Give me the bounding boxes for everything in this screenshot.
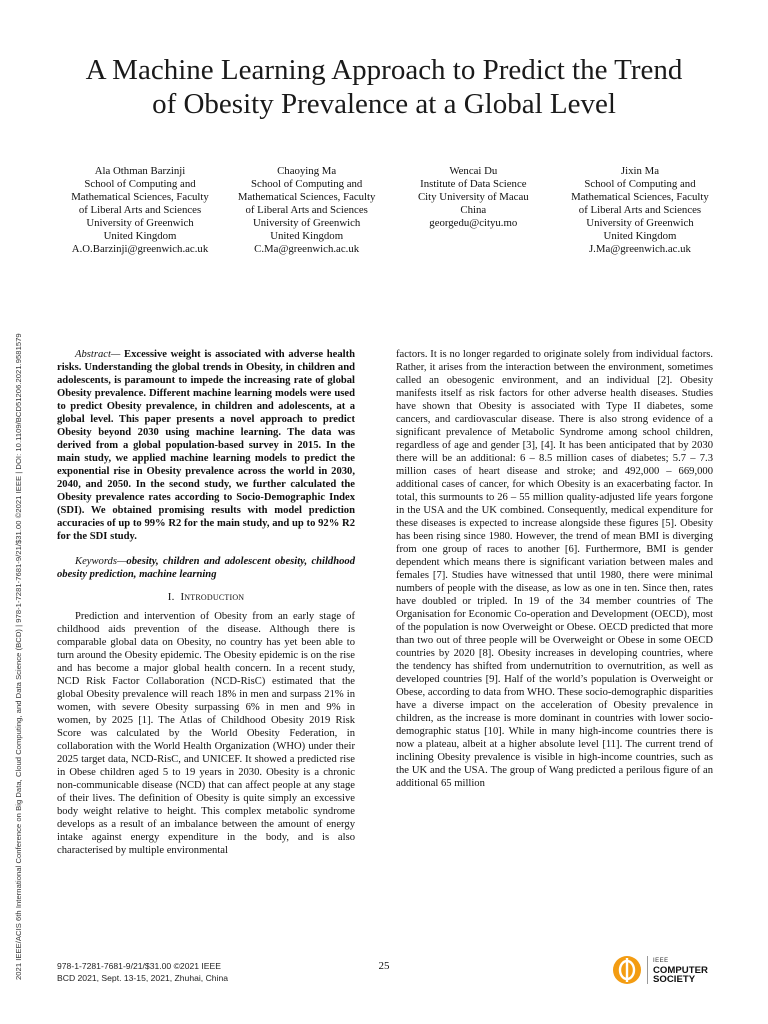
section-title: Introduction <box>180 591 245 603</box>
author-name: Chaoying Ma <box>277 165 337 177</box>
author-email[interactable]: C.Ma@greenwich.ac.uk <box>254 243 360 255</box>
right-column <box>396 348 713 790</box>
author-affiliation: of Liberal Arts and Sciences <box>578 204 702 216</box>
abstract-text: Excessive weight is associated with adverse health risks. Understanding the global trends in Obesity, in children and adolescents, is paramount to impede the increasing rate of global Obesity prevalence. Different machine learning models were used to predict Obesity prevalence, in children and adolescents, at a global level. This paper presents a novel approach to predict Obesity beyond 2030 using machine learning. The data was derived from a global population-based survey in 2015. In the main study, we applied machine learning models to predict the exponential rise in Obesity prevalence across the world in 2030, 2040, and 2050. In the second study, we further calculated the Obesity prevalence rates according to Socio-Demographic Index (SDI). We obtained promising results with model prediction accuracies of up to 99% R2 for the main study, and up to 92% R2 for the SDI study. <box>57 349 355 542</box>
keywords-label: Keywords— <box>75 556 127 567</box>
logo-text <box>653 957 708 984</box>
author-affiliation: University of Greenwich <box>252 217 361 229</box>
author-name: Wencai Du <box>449 165 498 177</box>
footer-conference: BCD 2021, Sept. 13-15, 2021, Zhuhai, China <box>57 973 229 983</box>
footer-isbn: 978-1-7281-7681-9/21/$31.00 ©2021 IEEE <box>57 961 222 971</box>
abstract <box>57 348 355 543</box>
author-email[interactable]: A.O.Barzinji@greenwich.ac.uk <box>71 243 209 255</box>
author-affiliation: of Liberal Arts and Sciences <box>78 204 202 216</box>
sidebar-citation-text: 2021 IEEE/ACIS 6th International Conference on Big Data, Cloud Computing, and Data Science (BCD) | 978-1-7281-7681-9/21/$31.00 ©2021 IEEE | DOI: 10.1109/BCD51206.2021.9581579 <box>14 333 23 980</box>
author-affiliation: Mathematical Sciences, Faculty <box>71 191 209 203</box>
logo-text-society: SOCIETY <box>653 973 696 985</box>
author-affiliation: Mathematical Sciences, Faculty <box>571 191 709 203</box>
logo-divider <box>647 956 648 984</box>
keywords-text: obesity, children and adolescent obesity, childhood obesity prediction, machine learning <box>57 556 355 580</box>
section-number: I. <box>167 591 175 603</box>
intro-continued-paragraph: factors. It is no longer regarded to originate solely from individual factors. Rather, it arises from the interaction between the environment, sometimes called an obesogenic environment, and an individual [2]. Obesity manifests itself as risk factors for other adverse health diseases. Studies have shown that Obesity is associated with Type II diabetes, some cancers, and cardiovascular disease. There is also strong evidence of a significant prevalence of Metabolic Syndrome among school children, regardless of age and gender [3], [4]. It has been anticipated that by 2030 there will be an additional: 6 – 8.5 million cases of diabetes; 5.7 – 7.3 million cases of heart disease and stroke; and 492,000 – 669,000 additional cases of cancer, for which Obesity is an exacerbating factor. In total, this surmounts to 26 – 55 million quality-adjusted life years forgone in the USA and the UK combined. Consequently, medical expenditure for these diseases is expected to increase alongside these figures [5]. Obesity has been rising since 1980. However, the trend of mean BMI is diverging from one group of races to another [6]. Furthermore, BMI is gender dependent which means there is significant variation between males and females [7]. Studies have witnessed that until 1980, there were minimal numbers of people with the disease, as low as one in ten. Since then, rates have doubled or tripled. In 19 of the 34 member countries of The Organisation for Economic Co-operation and Development (OECD), most of the population is now Overweight or Obese. OECD predicted that more than two out of three people will be Overweight or Obese in some OECD countries by 2020 [8]. Obesity increases in developing countries, where the tendency has shifted from undernutrition to overnutrition, as well as developed countries [9]. Half of the world’s population is Overweight or Obese, according to data from WHO. These socio-demographic disparities have a diverse impact on the acceleration of Obesity prevalence in children, as the increase is more dominant in countries with lower socio-demographic status [10]. While in many high-income countries there is now a plateau, albeit at a higher absolute level [11]. The current trend of inclining Obesity prevalence is visible in high-income countries, such as the UK and the USA. The group of Wang predicted a perilous figure of an additional 65 million <box>396 349 713 789</box>
page-number: 25 <box>378 960 390 972</box>
author-name: Jixin Ma <box>620 165 660 177</box>
author-affiliation: United Kingdom <box>103 230 177 242</box>
author-affiliation: University of Greenwich <box>586 217 694 229</box>
author-name: Ala Othman Barzinji <box>94 165 186 177</box>
author-affiliation: United Kingdom <box>603 230 677 242</box>
sidebar-citation <box>2 160 23 980</box>
author-affiliation: University of Greenwich <box>86 217 194 229</box>
left-column <box>57 348 355 857</box>
author-affiliation: School of Computing and <box>584 178 696 190</box>
title-line-1: A Machine Learning Approach to Predict the Trend <box>85 54 683 86</box>
paper-title <box>40 53 728 121</box>
author-email[interactable]: georgedu@cityu.mo <box>429 217 518 229</box>
logo-text-ieee: IEEE <box>653 957 669 964</box>
author-affiliation: Institute of Data Science <box>420 178 527 190</box>
ieee-computer-society-logo-icon <box>612 955 642 985</box>
author-list <box>60 165 720 256</box>
ieee-computer-society-logo <box>612 954 722 986</box>
author-affiliation: of Liberal Arts and Sciences <box>245 204 368 216</box>
author-email[interactable]: J.Ma@greenwich.ac.uk <box>588 243 691 255</box>
author-4 <box>560 165 720 256</box>
author-affiliation: School of Computing and <box>251 178 363 190</box>
footer-info <box>57 960 228 984</box>
author-1 <box>60 165 220 256</box>
title-line-2: of Obesity Prevalence at a Global Level <box>152 88 616 120</box>
intro-paragraph: Prediction and intervention of Obesity from an early stage of childhood aids prevention of the disease. Although there is comparable global data on Obesity, no country has yet been able to turn around the Obesity epidemic. The Obesity epidemic is on the rise and has become a major global health concern. In a recent study, NCD Risk Factor Collaboration (NCD-RisC) estimated that the global Obesity prevalence will reach 18% in men and surpass 21% in women, with severe Obesity surpassing 6% in men and 9% in women, by 2025 [1]. The Atlas of Childhood Obesity 2019 Risk Score was calculated by the World Obesity Federation, in collaboration with the World Health Organization (WHO) under their 2025 target data, NCD-RisC, and UNICEF. It showed a predicted rise in Obese children aged 5 to 19 years in 2030. Obesity is a chronic non-communicable disease (NCD) that can affect people at any stage of their lives. The definition of Obesity is quite simply an excessive body weight relative to height. This complex metabolic syndrome develops as a result of an imbalance between the amount of energy intake against energy expenditure in the body, and is also characterised by multiple environmental <box>57 611 355 856</box>
author-affiliation: Mathematical Sciences, Faculty <box>237 191 376 203</box>
author-affiliation: School of Computing and <box>84 178 196 190</box>
author-2 <box>227 165 387 256</box>
section-heading <box>57 591 355 604</box>
author-affiliation: China <box>460 204 487 216</box>
keywords <box>57 555 355 581</box>
author-3 <box>393 165 553 256</box>
author-affiliation: United Kingdom <box>270 230 344 242</box>
abstract-label: Abstract— <box>75 349 121 360</box>
author-affiliation: City University of Macau <box>417 191 529 203</box>
logo-text-computer: COMPUTER <box>653 964 708 976</box>
